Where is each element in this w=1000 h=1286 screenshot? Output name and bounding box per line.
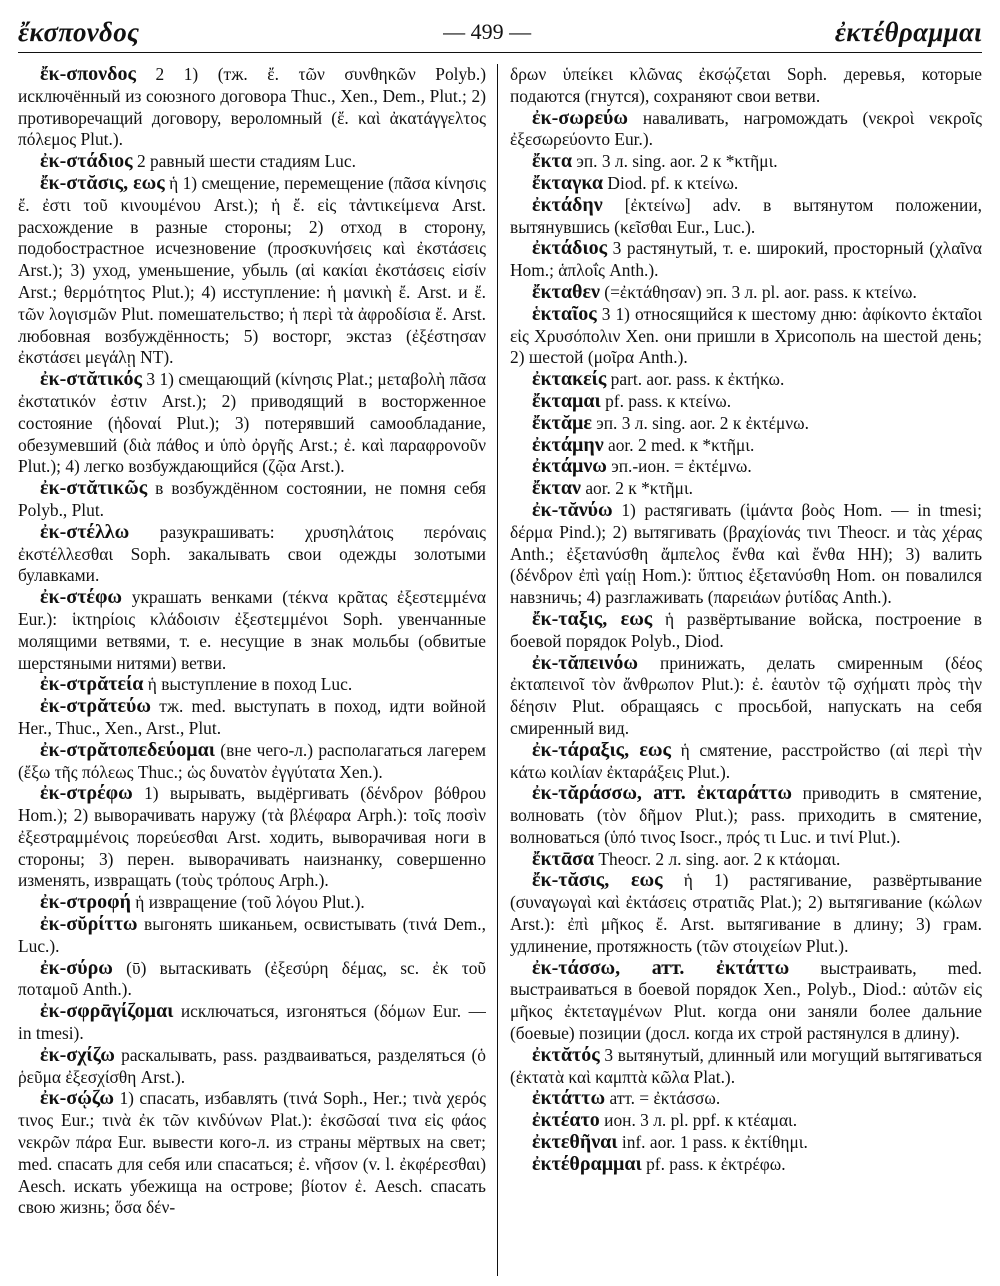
entry-headword: ἐκτάμνω xyxy=(532,455,607,478)
entry-headword: ἔκταθεν xyxy=(532,280,600,303)
entry-headword: ἐκ-σχίζω xyxy=(40,1043,115,1066)
entry-definition: приводить в смятение, волновать (τὸν δῆμον Plut.); pass. приходить в смятение, волноваться (ὑπό τινος Isocr., πρός τι Luc. и τινί Plut.). xyxy=(510,783,982,847)
dictionary-entry xyxy=(510,456,982,478)
entry-definition: aor. 2 к *κτῆμι. xyxy=(580,478,693,499)
entry-headword: ἐκ-στρᾰτοπεδεύομαι xyxy=(40,738,215,761)
entry-headword: ἐκ-στρέφω xyxy=(40,782,133,805)
entry-definition: ἡ 1) смещение, перемещение (πᾶσα κίνησις ἔ. ἐστι τοῦ κινουμένου Arst.); ἡ ἔ. εἰς τἀντικείμενα Arst. расхождение в разные стороны; 2) отход в сторону, подобострастное исчезновение (προσκυνήσεις καὶ ἐκστάσεις Arst.); 3) уход, уменьшение, убыль (αἱ κακίαι ἐκστάσεις εἰσίν Arst.; θερμότητος Plut.); 4) исступление: ἡ μανικὴ ἔ. Arst. и ἔ. τῶν λογισμῶν Plut. помешательство; ἡ περὶ τὰ ἀφροδίσια ἔ. Arst. любовная возбуждённость; 5) восторг, экстаз (ἐξέστησαν ἐκστάσει μεγάλῃ NT). xyxy=(18,172,486,368)
dictionary-entry xyxy=(510,1154,982,1176)
dictionary-entry xyxy=(510,173,982,195)
entry-headword: ἐκ-στρᾰτεία xyxy=(40,673,144,696)
dictionary-entry xyxy=(510,740,982,784)
entry-headword: ἑκταῖος xyxy=(532,302,597,325)
page-header xyxy=(18,12,982,53)
dictionary-entry xyxy=(18,914,486,958)
dictionary-entry xyxy=(18,369,486,478)
entry-headword: ἐκ-τᾰράσσω, атт. ἐκταράττω xyxy=(532,782,792,805)
entry-definition: принижать, делать смиренным (δέος ἐκταπεινοῖ τὸν ἄνθρωπον Plut.): ἐ. ἑαυτὸν τῷ σχήματι πρὸς τὴν δέησιν Plut. обращаясь с просьбой, напускать на себя смиренный вид. xyxy=(510,652,982,738)
dictionary-entry xyxy=(510,1088,982,1110)
entry-headword: ἔκ-ταξις, εως xyxy=(532,607,653,630)
dictionary-entry xyxy=(18,1088,486,1219)
page-number: — 499 — xyxy=(443,19,532,44)
dictionary-entry xyxy=(510,870,982,957)
column-divider xyxy=(497,64,498,1276)
dictionary-entry xyxy=(510,369,982,391)
entry-headword: ἔκ-σπονδος xyxy=(40,64,136,85)
entry-headword: ἐκ-στέλλω xyxy=(40,520,130,543)
dictionary-entry xyxy=(18,958,486,1002)
entry-definition: 1) спасать, избавлять (τινά Soph., Her.; τινὰ χερός τινος Eur.; τινὰ ἐκ τῶν κινδύνων Plat.): ἐκσῶσαί τινα εἰς φάος νεκρῶν πάρα Eur. вывести кого-л. из страны мёртвых на свет; med. спасать для себя или спасаться; ἐ. νῆσον (v. l. ἐκφέρεσθαι) Aesch. искать убежища на острове; βίοτον ἐ. Aesch. спасать свою жизнь; ὅσα δέν- xyxy=(18,1088,486,1218)
entry-headword: ἔκ-τᾰσις, εως xyxy=(532,869,663,892)
dictionary-entry xyxy=(510,783,982,848)
entry-definition: Theocr. 2 л. sing. aor. 2 к κτάομαι. xyxy=(594,848,841,869)
dictionary-entry xyxy=(510,849,982,871)
entry-definition: δρων ὑπείκει κλῶνας ἐκσῴζεται Soph. деревья, которые подаются (гнутся), сохраняют свои ветви. xyxy=(510,64,982,106)
entry-definition: тж. med. выступать в поход, идти войной Her., Thuc., Xen., Arst., Plut. xyxy=(18,696,486,738)
dictionary-entry xyxy=(510,391,982,413)
entry-definition: выстраивать, med. выстраиваться в боевой порядок Xen., Polyb., Diod.: αὐτῶν εἰς μῆκος ἐκτεταγμένων Plut. когда они заняли более дальние (боевые) позиции (досл. когда их строй растянулся в длину). xyxy=(510,957,982,1044)
entry-definition: атт. = ἐκτάσσω. xyxy=(605,1088,721,1109)
dictionary-entry xyxy=(18,783,486,892)
left-column xyxy=(18,64,486,1278)
dictionary-entry xyxy=(18,151,486,173)
entry-headword: ἐκτέθραμμαι xyxy=(532,1152,642,1175)
dictionary-entry xyxy=(510,238,982,282)
entry-definition: наваливать, нагромождать (νεκροὶ νεκροῖς ἐξεσωρεύοντο Eur.). xyxy=(510,107,982,150)
entry-definition: pf. pass. к κτείνω. xyxy=(600,390,732,411)
entry-definition: эп. 3 л. sing. aor. 2 к *κτῆμι. xyxy=(572,151,778,172)
dictionary-entry xyxy=(510,609,982,653)
dictionary-entry xyxy=(510,653,982,740)
entry-headword: ἐκ-σῠρίττω xyxy=(40,913,138,936)
dictionary-entry xyxy=(18,674,486,696)
dictionary-entry xyxy=(18,892,486,914)
dictionary-entry xyxy=(18,696,486,740)
dictionary-entry xyxy=(510,1132,982,1154)
entry-headword: ἔκταμαι xyxy=(532,389,601,412)
dictionary-entry xyxy=(18,587,486,674)
dictionary-entry xyxy=(510,195,982,239)
dictionary-entry xyxy=(510,64,982,108)
entry-definition: ἡ 1) растягивание, развёртывание (συναγωγαὶ καὶ ἐκτάσεις στρατιᾶς Plat.); 2) вытягивание (κώλων Arst.): ἐπὶ μῆκος ἔ. Arst. вытягивание в длину; 3) грам. удлинение, протяжность (τῶν στοιχείων Plut.). xyxy=(510,870,982,956)
entry-headword: ἐκ-τάσσω, атт. ἐκτάττω xyxy=(532,956,790,979)
dictionary-entry xyxy=(510,413,982,435)
entry-definition: ἡ смятение, расстройство (αἱ περὶ τὴν κάτω κοιλίαν ἐκταράξεις Plut.). xyxy=(510,739,982,782)
entry-definition: inf. aor. 1 pass. к ἐκτίθημι. xyxy=(617,1132,808,1153)
dictionary-entry xyxy=(18,1001,486,1045)
dictionary-entry xyxy=(510,958,982,1045)
dictionary-entry xyxy=(18,522,486,587)
header-first-word: ἔκσπονδος xyxy=(18,16,140,47)
entry-headword: ἔκ-στᾰσις, εως xyxy=(40,171,165,194)
entry-definition: раскалывать, pass. раздваиваться, разделяться (ὁ ῥεῦμα ἐξεσχίσθη Arst.). xyxy=(18,1044,486,1087)
entry-definition: выгонять шиканьем, освистывать (τινά Dem., Luc.). xyxy=(18,914,486,956)
entry-headword: ἐκ-τᾰνύω xyxy=(532,498,613,521)
entry-definition: ион. 3 л. pl. ppf. к κτέαμαι. xyxy=(599,1110,798,1131)
entry-headword: ἐκτεθῆναι xyxy=(532,1131,618,1154)
entry-headword: ἐκ-στᾰτικῶς xyxy=(40,477,148,500)
entry-definition: 3 вытянутый, длинный или могущий вытягиваться (ἐκτατὰ καὶ καμπτὰ κῶλα Plat.). xyxy=(510,1044,982,1087)
entry-headword: ἐκ-σύρω xyxy=(40,956,113,979)
dictionary-entry xyxy=(18,64,486,151)
entry-headword: ἐκ-στρᾰτεύω xyxy=(40,695,152,718)
entry-headword: ἐκτάδην xyxy=(532,193,603,216)
dictionary-entry xyxy=(510,282,982,304)
dictionary-entry xyxy=(18,478,486,522)
dictionary-entry xyxy=(18,173,486,369)
entry-headword: ἐκτάττω xyxy=(532,1087,606,1110)
entry-definition: part. aor. pass. к ἐκτήκω. xyxy=(606,369,785,390)
dictionary-entry xyxy=(510,435,982,457)
entry-definition: ἡ извращение (τοῦ λόγου Plut.). xyxy=(130,892,365,913)
entry-definition: Diod. pf. к κτείνω. xyxy=(603,172,739,193)
dictionary-entry xyxy=(18,1045,486,1089)
entry-headword: ἐκ-σφρᾱγίζομαι xyxy=(40,1000,174,1023)
entry-headword: ἐκ-στροφή xyxy=(40,891,131,914)
dictionary-entry xyxy=(510,478,982,500)
dictionary-entry xyxy=(510,1110,982,1132)
entry-headword: ἐκ-σῴζω xyxy=(40,1087,115,1110)
entry-headword: ἐκτακείς xyxy=(532,368,607,391)
entry-headword: ἐκ-στᾰτικός xyxy=(40,368,142,391)
entry-headword: ἐκ-τάραξις, εως xyxy=(532,738,671,761)
entry-definition: эп.-ион. = ἐκτέμνω. xyxy=(606,456,752,477)
entry-headword: ἐκ-τᾰπεινόω xyxy=(532,651,638,674)
header-last-word: ἐκτέθραμμαι xyxy=(834,16,982,47)
dictionary-entry xyxy=(510,1045,982,1089)
entry-definition: украшать венками (τέκνα κρᾶτας ἐξεστεμμένα Eur.): ἱκτηρίοις κλάδοισιν ἐξεστεμμένοι Soph. увенчанные молящими ветвями, т. е. несущие в знак мольбы (обвитые шерстяными нитями) ветви. xyxy=(18,587,486,673)
entry-headword: ἔκτα xyxy=(532,150,573,173)
entry-definition: 3 1) относящийся к шестому дню: ἀφίκοντο ἑκταῖοι εἰς Χρυσόπολιν Xen. они пришли в Хрисополь на шестой день; 2) шестой (μοῖρα Anth.). xyxy=(510,303,982,368)
entry-definition: [ἐκτείνω] adv. в вытянутом положении, вытянувшись (κεῖσθαι Eur., Luc.). xyxy=(510,194,982,237)
entry-definition: (=ἐκτάθησαν) эп. 3 л. pl. aor. pass. к κτείνω. xyxy=(599,281,917,302)
entry-definition: pf. pass. к ἐκτρέφω. xyxy=(641,1153,786,1174)
entry-headword: ἔκταν xyxy=(532,477,581,500)
dictionary-entry xyxy=(510,108,982,152)
entry-definition: 3 1) смещающий (κίνησις Plat.; μεταβολὴ πᾶσα ἐκστατικόν ἐστιν Arst.); 2) приводящий в восторженное состояние (ἡδοναί Plut.); 3) потерявший самообладание, обезумевший (διὰ πάθος и ὑπὸ ὀργῆς Arst.; ἐ. καὶ παραφρονοῦν Plut.); 4) легко возбуждающийся (ζῷα Arst.). xyxy=(18,369,486,477)
entry-definition: 1) вырывать, выдёргивать (δένδρον βόθρου Hom.); 2) выворачивать наружу (τὰ βλέφαρα Arph.): τοῖς ποσὶν ἐξεστραμμένοις πορεύεσθαι Arst. ходить, выворачивая ноги в стороны; 3) перен. выворачивать наизнанку, совершенно изменять, извращать (τοὺς τρόπους Arph.). xyxy=(18,783,486,891)
entry-definition: 2 1) (тж. ἔ. τῶν συνθηκῶν Polyb.) исключённый из союзного договора Thuc., Xen., Dem., Plut.; 2) противоречащий договору, вероломный (ἔ. καὶ ἀκατάγγελτος πόλεμος Plut.). xyxy=(18,64,486,150)
entry-definition: ἡ выступление в поход Luc. xyxy=(143,674,353,695)
entry-definition: 2 равный шести стадиям Luc. xyxy=(132,151,356,172)
entry-definition: aor. 2 med. к *κτῆμι. xyxy=(603,434,755,455)
entry-definition: в возбуждённом состоянии, не помня себя Polyb., Plut. xyxy=(18,478,486,520)
dictionary-entry xyxy=(510,304,982,369)
entry-headword: ἐκτᾰτός xyxy=(532,1043,600,1066)
entry-definition: 1) растягивать (ἱμάντα βοὸς Hom. — in tmesi; δέρμα Pind.); 2) вытягивать (βραχίονάς τινι Theocr. и τὰς χέρας Anth.; ἐξετανύσθη ἄμπελος ἔνθα καὶ ἔνθα HH); 3) валить (δένδρον ἐπὶ γαίῃ Hom.): ὕπτιος ἐξετανύσθη Hom. он повалился навзничь; 4) разглаживать (παρειάων ῥυτίδας Anth.). xyxy=(510,499,982,608)
dictionary-entry xyxy=(510,500,982,609)
entry-headword: ἐκ-στέφω xyxy=(40,586,123,609)
entry-definition: разукрашивать: χρυσηλάτοις περόναις ἐκστέλλεσθαι Soph. закалывать свои одежды золотыми булавками. xyxy=(18,521,486,586)
entry-definition: эп. 3 л. sing. aor. 2 к ἐκτέμνω. xyxy=(591,412,809,433)
entry-headword: ἐκτάδιος xyxy=(532,237,608,260)
entry-headword: ἐκ-στάδιος xyxy=(40,150,133,173)
right-column xyxy=(510,64,982,1278)
entry-headword: ἔκτᾱσα xyxy=(532,847,595,870)
entry-definition: (ῡ) вытаскивать (ἐξεσύρη δέμας, sc. ἐκ τοῦ ποταμοῦ Anth.). xyxy=(18,957,486,1000)
dictionary-entry xyxy=(18,740,486,784)
entry-definition: (вне чего-л.) располагаться лагерем (ἔξω τῆς πόλεως Thuc.; ὡς δυνατὸν ἐγγύτατα Xen.). xyxy=(18,739,486,782)
entry-definition: ἡ развёртывание войска, построение в боевой порядок Polyb., Diod. xyxy=(510,608,982,651)
entry-headword: ἔκτᾰμε xyxy=(532,411,592,434)
entry-definition: исключаться, изгоняться (δόμων Eur. — in tmesi). xyxy=(18,1001,486,1044)
entry-headword: ἐκτέατο xyxy=(532,1109,600,1132)
dictionary-entry xyxy=(510,151,982,173)
entry-headword: ἐκτάμην xyxy=(532,433,604,456)
entry-definition: 3 растянутый, т. е. широкий, просторный (χλαῖνα Hom.; ἁπλοΐς Anth.). xyxy=(510,238,982,281)
entry-headword: ἔκταγκα xyxy=(532,171,604,194)
entry-headword: ἐκ-σωρεύω xyxy=(532,106,629,129)
